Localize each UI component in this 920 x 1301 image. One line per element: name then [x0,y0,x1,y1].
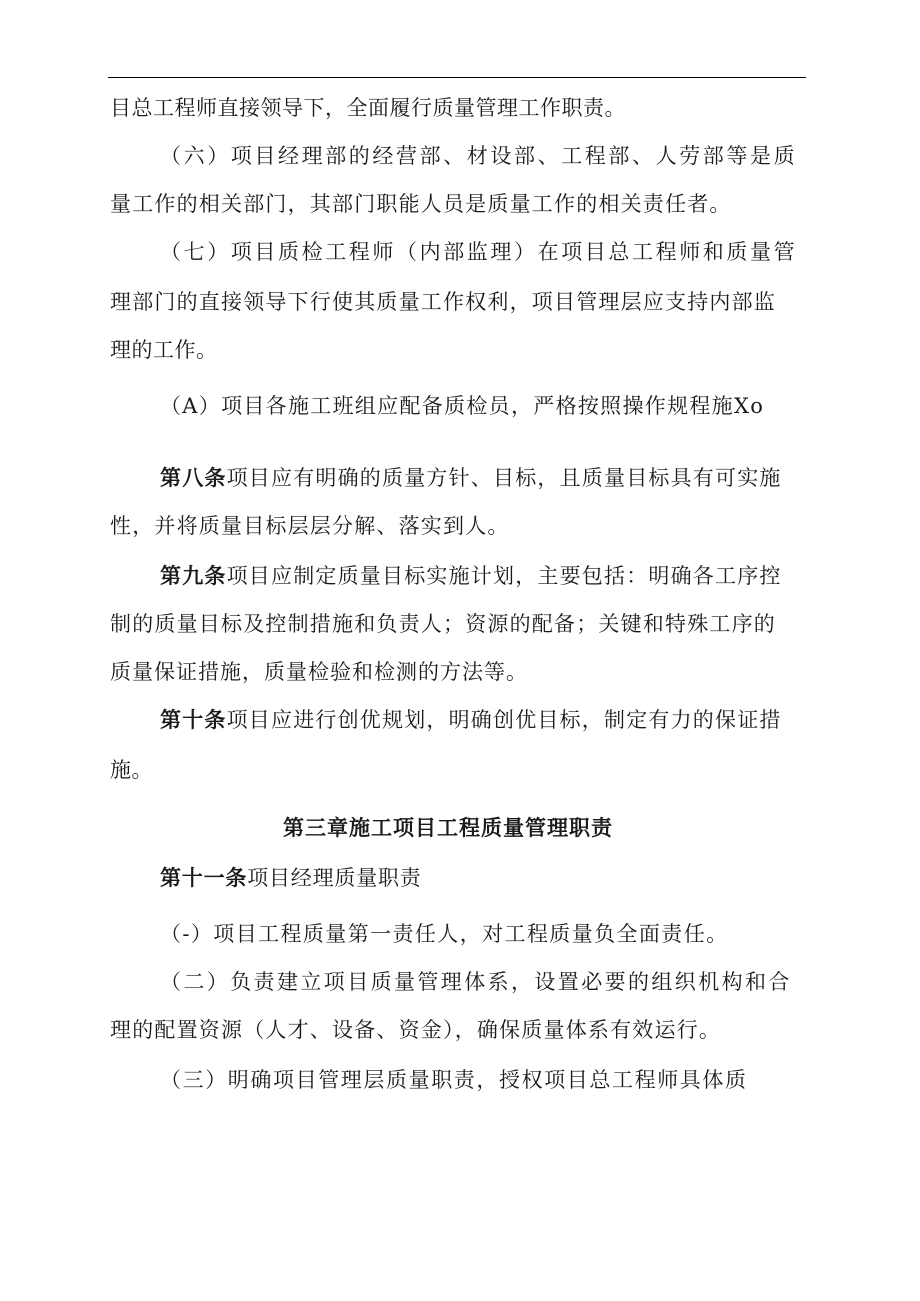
text-line: 目总工程师直接领导下，全面履行质量管理工作职责。 [110,96,626,120]
clause-7-line-2: 理部门的直接领导下行使其质量工作权利，项目管理层应支持内部监 [110,290,776,314]
article-10-label: 第十条 [160,707,227,732]
article-8-label: 第八条 [160,465,227,490]
article-10-line-2: 施。 [110,758,153,782]
clause-6-line-1: （六）项目经理部的经营部、材设部、工程部、人劳部等是质 [160,144,798,168]
article-10-text: 项目应进行创优规划，明确创优目标，制定有力的保证措 [226,708,782,732]
article-8-text: 项目应有明确的质量方针、目标，且质量目标具有可实施 [226,466,782,490]
duty-3-line-1: （三）明确项目管理层质量职责，授权项目总工程师具体质 [160,1068,748,1092]
header-rule [108,77,806,78]
article-9-line-2: 制的质量目标及控制措施和负责人；资源的配备；关键和特殊工序的 [110,612,776,636]
clause-7-line-1: （七）项目质检工程师（内部监理）在项目总工程师和质量管 [160,240,798,264]
article-11-label: 第十一条 [160,865,248,890]
duty-1-line-1: （-）项目工程质量第一责任人，对工程质量负全面责任。 [160,922,729,946]
article-11-line-1 [160,864,422,892]
chapter-3-heading: 第三章施工项目工程质量管理职责 [283,815,613,840]
article-9-label: 第九条 [160,563,227,588]
duty-2-line-1: （二）负责建立项目质量管理体系，设置必要的组织机构和合 [160,970,792,994]
article-9-line-3: 质量保证措施，质量检验和检测的方法等。 [110,660,528,684]
clause-8-line-1: （A）项目各施工班组应配备质检员，严格按照操作规程施Xo [160,394,765,418]
clause-6-line-2: 量工作的相关部门，其部门职能人员是质量工作的相关责任者。 [110,192,732,216]
clause-7-line-3: 理的工作。 [110,338,218,362]
duty-2-line-2: 理的配置资源（人才、设备、资金），确保质量体系有效运行。 [110,1018,722,1042]
article-8-line-1 [160,464,782,492]
article-9-text: 项目应制定质量目标实施计划，主要包括：明确各工序控 [226,564,782,588]
article-9-line-1 [160,562,782,590]
article-8-line-2: 性，并将质量目标层层分解、落实到人。 [110,514,510,538]
article-10-line-1 [160,706,782,734]
article-11-text: 项目经理质量职责 [247,866,422,890]
